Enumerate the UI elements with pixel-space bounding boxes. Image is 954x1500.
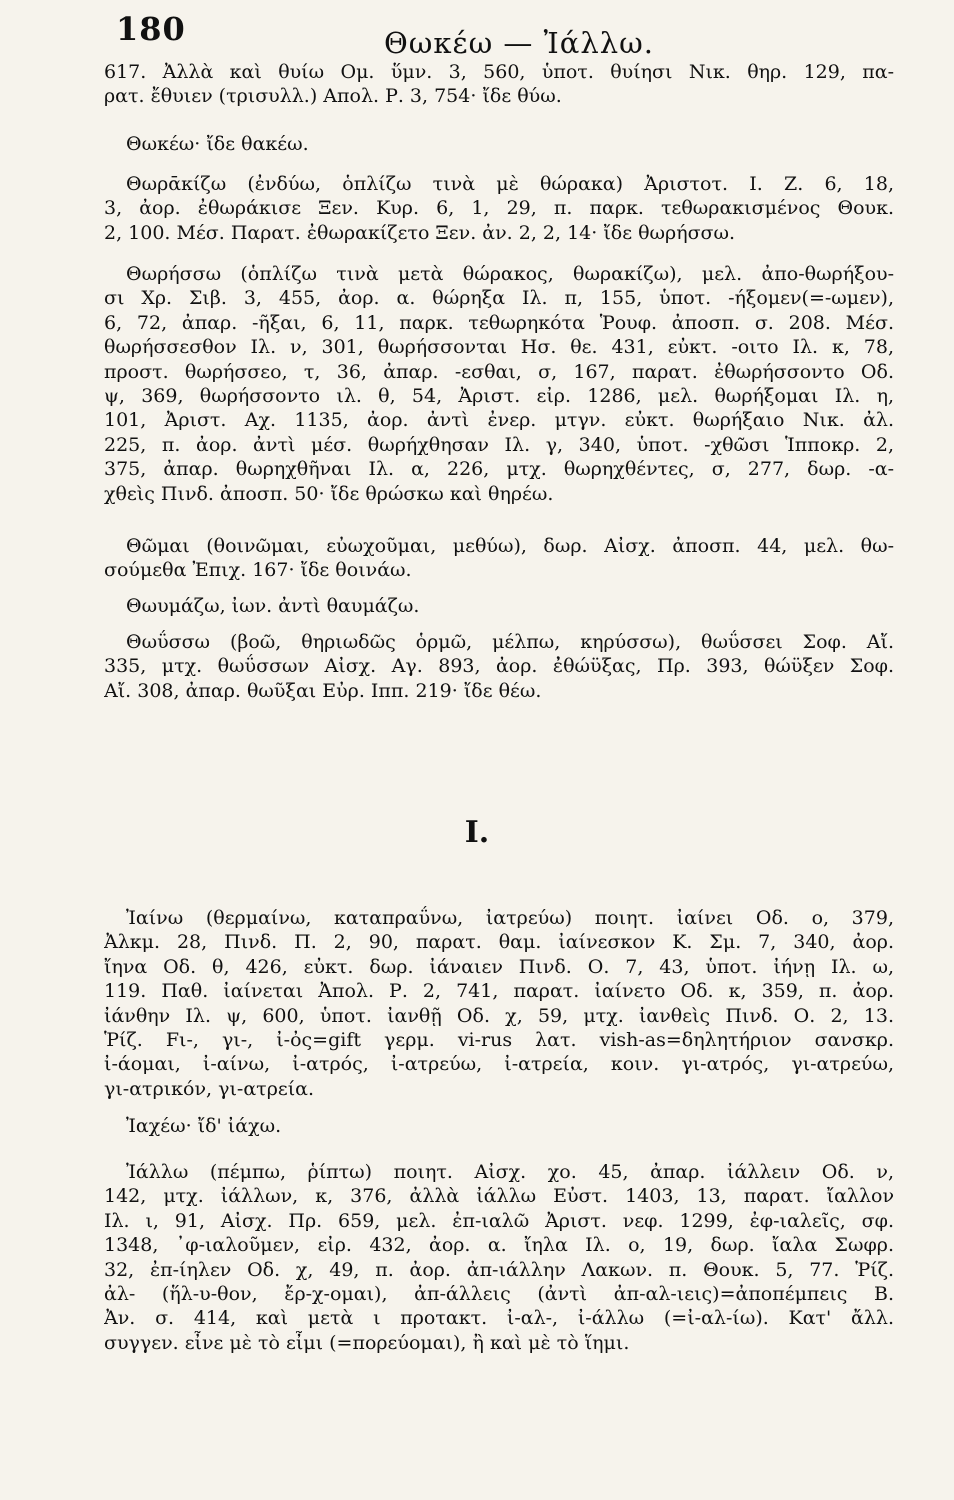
entry-thoymazo (104, 594, 894, 618)
text-line: συγγεν. εἶνε μὲ τὸ εἶμι (=πορεύομαι), ἢ καὶ μὲ τὸ ἵημι. (104, 1331, 630, 1354)
text-line: 32, ἐπ-ίηλεν Οδ. χ, 49, π. ἀορ. ἀπ-ιάλλην Λακων. π. Θουκ. 5, 77. Ῥίζ. (104, 1258, 894, 1281)
headword-line: Θωυμάζω, ἰων. ἀντὶ θαυμάζω. (126, 595, 420, 617)
text-line: 617. Ἀλλὰ καὶ θυίω Ομ. ὕμν. 3, 560, ὑποτ. θυίησι Νικ. θηρ. 129, πα- (104, 61, 894, 83)
text-line: 375, ἀπαρ. θωρηχθῆναι Ιλ. α, 226, μτχ. θωρηχθέντες, σ, 277, δωρ. -α- (104, 458, 894, 481)
text-line: ψ, 369, θωρήσσοντο ιλ. θ, 54, Ἀριστ. εἰρ. 1286, μελ. θωρήξομαι Ιλ. η, (104, 385, 894, 408)
entry-thoysso (104, 630, 894, 703)
headword-line: Θῶμαι (θοινῶμαι, εὐωχοῦμαι, μεθύω), δωρ. Αἰσχ. ἀποσπ. 44, μελ. θω- (126, 535, 894, 557)
page-number: 180 (116, 10, 186, 48)
entry-thokeo (104, 132, 894, 156)
entry-thyio-continuation (104, 60, 894, 109)
headword-line: Θωΰσσω (βοῶ, θηριωδῶς ὁρμῶ, μέλπω, κηρύσσω), θωΰσσει Σοφ. Αἴ. (126, 631, 894, 653)
text-line: σούμεθα Ἐπιχ. 167· ἴδε θοινάω. (104, 559, 412, 582)
text-line: ἴηνα Οδ. θ, 426, εὐκτ. δωρ. ἰάναιεν Πινδ. Ο. 7, 43, ὑποτ. ἰήνῃ Ιλ. ω, (104, 955, 894, 978)
headword-line: Ἰαχέω· ἴδ' ἰάχω. (126, 1115, 282, 1137)
text-line: 3, ἀορ. ἐθωράκισε Ξεν. Κυρ. 6, 1, 29, π. παρκ. τεθωρακισμένος Θουκ. (104, 197, 894, 220)
text-line: 142, μτχ. ἰάλλων, κ, 376, ἀλλὰ ἰάλλω Εὐστ. 1403, 13, παρατ. ἴαλλον (104, 1185, 894, 1208)
text-line: προστ. θωρήσσεο, τ, 36, ἀπαρ. -εσθαι, σ, 167, παρατ. ἐθωρήσσοντο Οδ. (104, 360, 894, 383)
text-line: Ἀν. σ. 414, καὶ μετὰ ι προτακτ. ἰ-αλ-, ἰ-άλλω (=ἰ-αλ-ίω). Κατ' ἄλλ. (104, 1307, 894, 1330)
entry-thomai (104, 534, 894, 583)
text-line: ἰ-άομαι, ἰ-αίνω, ἰ-ατρός, ἰ-ατρεύω, ἰ-ατρεία, κοιν. γι-ατρός, γι-ατρεύω, (104, 1053, 894, 1076)
headword-line: Ἰαίνω (θερμαίνω, καταπραΰνω, ἰατρεύω) ποιητ. ἰαίνει Οδ. ο, 379, (126, 907, 894, 929)
headword-line: Θωρήσσω (ὁπλίζω τινὰ μετὰ θώρακος, θωρακίζω), μελ. ἀπο-θωρήξου- (126, 263, 894, 285)
text-line: Ιλ. ι, 91, Αἰσχ. Πρ. 659, μελ. ἐπ-ιαλῶ Ἀριστ. νεφ. 1299, ἐφ-ιαλεῖς, σφ. (104, 1209, 894, 1232)
headword-line: Θωρᾱκίζω (ἐνδύω, ὁπλίζω τινὰ μὲ θώρακα) Ἀριστοτ. Ι. Ζ. 6, 18, (126, 173, 894, 195)
headword-line: Ἰάλλω (πέμπω, ῥίπτω) ποιητ. Αἰσχ. χο. 45, ἀπαρ. ἰάλλειν Οδ. ν, (126, 1161, 894, 1183)
text-line: 335, μτχ. θωΰσσων Αἰσχ. Αγ. 893, ἀορ. ἐ̓θώϋξας, Πρ. 393, θώϋξεν Σοφ. (104, 655, 894, 678)
text-line: ἀλ- (ἥλ-υ-θον, ἔρ-χ-ομαι), ἀπ-άλλεις (ἀντὶ ἀπ-αλ-ιεις)=ἀποπέμπεις Β. (104, 1283, 894, 1306)
text-line: 6, 72, ἀπαρ. -ῆξαι, 6, 11, παρκ. τεθωρηκότα Ῥουφ. ἀποσπ. σ. 208. Μέσ. (104, 311, 894, 334)
text-line: 225, π. ἀορ. ἀντὶ μέσ. θωρήχθησαν Ιλ. γ, 340, ὑποτ. -χθῶσι Ἱπποκρ. 2, (104, 433, 894, 456)
entry-iacheo (104, 1114, 894, 1138)
text-line: 2, 100. Μέσ. Παρατ. ἐθωρακίζετο Ξεν. ἀν. 2, 2, 14· ἴδε θωρήσσω. (104, 221, 736, 244)
text-line: Ῥίζ. Fι-, γι-, ἰ-ὀς=gift γερμ. vi-rus λατ. vish-as=δηλητήριον σανσκρ. (104, 1029, 894, 1052)
text-line: σι Χρ. Σιβ. 3, 455, ἀορ. α. θώρηξα Ιλ. π, 155, ὑποτ. -ήξομεν(=-ωμεν), (104, 287, 894, 310)
text-line: 1348, ᾿φ-ιαλοῦμεν, εἰρ. 432, ἀορ. α. ἴηλα Ιλ. ο, 19, δωρ. ἴαλα Σωφρ. (104, 1234, 894, 1257)
text-line: ρατ. ἔθυιεν (τρισυλλ.) Απολ. Ρ. 3, 754· ἴδε θύω. (104, 85, 562, 108)
text-line: 119. Παθ. ἰαίνεται Ἀπολ. Ρ. 2, 741, παρατ. ἰαίνετο Οδ. κ, 359, π. ἀορ. (104, 980, 894, 1003)
entry-thoresso (104, 262, 894, 506)
text-line: ἰάνθην Ιλ. ψ, 600, ὑποτ. ἰανθῇ Οδ. χ, 59, μτχ. ἰανθεὶς Πινδ. Ο. 2, 13. (104, 1004, 894, 1027)
text-line: Αἴ. 308, ἀπαρ. θωῦξαι Εὐρ. Ιππ. 219· ἴδε θέω. (104, 679, 542, 702)
entry-iaino (104, 906, 894, 1101)
text-line: Ἀλκμ. 28, Πινδ. Π. 2, 90, παρατ. θαμ. ἰαίνεσκον Κ. Σμ. 7, 340, ἀορ. (104, 931, 894, 954)
section-letter-heading: I. (464, 815, 490, 850)
entry-thorakizo (104, 172, 894, 245)
entry-iallo (104, 1160, 894, 1355)
running-head-title: Θωκέω — Ἰάλλω. (384, 26, 654, 60)
headword-line: Θωκέω· ἴδε θακέω. (126, 133, 309, 155)
running-head (0, 6, 954, 66)
text-line: 101, Ἀριστ. Αχ. 1135, ἀορ. ἀντὶ ἐνερ. μτγν. εὐκτ. θωρήξαιο Νικ. ἀλ. (104, 409, 894, 432)
text-line: θωρήσσεσθον Ιλ. ν, 301, θωρήσσονται Ησ. θε. 431, εὐκτ. -οιτο Ιλ. κ, 78, (104, 336, 894, 359)
text-line: γι-ατρικόν, γι-ατρεία. (104, 1077, 315, 1100)
text-line: χθεὶς Πινδ. ἀποσπ. 50· ἴδε θρώσκω καὶ θηρέω. (104, 482, 554, 505)
